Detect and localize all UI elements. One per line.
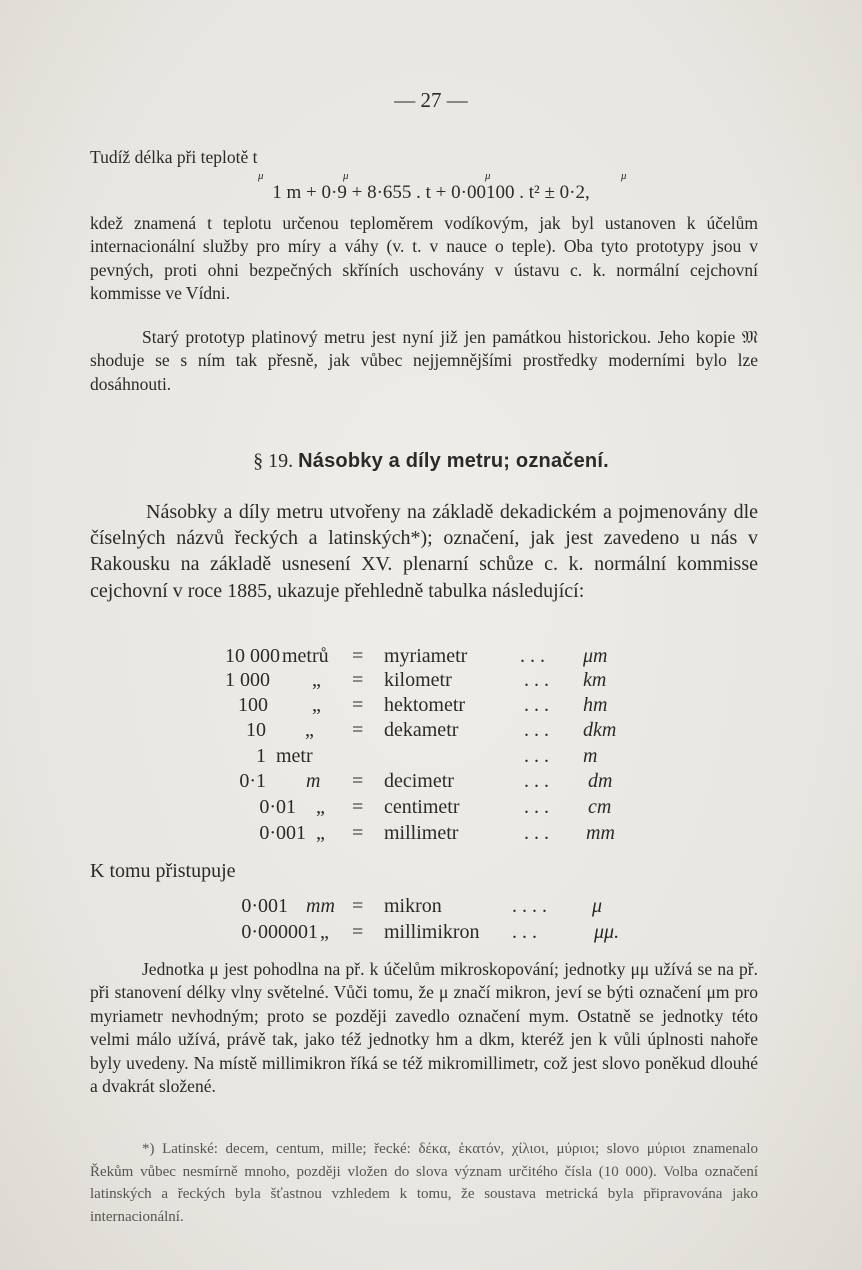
equation-mu-1: μ	[258, 170, 264, 182]
paragraph-2: Starý prototyp platinový metru jest nyní již jen památkou historickou. Jeho kopie 𝔐 shoduje se s ním tak přesně, jak vůbec nejjemnějšími prostředky moderními bylo lze dosáhnouti.	[90, 327, 758, 394]
row-dots: . . . .	[512, 895, 547, 917]
row-unit: „	[312, 669, 321, 691]
row-equals: =	[352, 669, 364, 691]
row-equals: =	[352, 719, 364, 741]
row-dots: . . .	[524, 796, 549, 818]
row-abbr: mm	[586, 822, 615, 844]
row-abbr: dkm	[583, 719, 617, 741]
equation-mu-2: μ	[343, 170, 349, 182]
row-name: millimetr	[384, 822, 459, 844]
row-equals: =	[352, 770, 364, 792]
row-equals: =	[352, 645, 364, 667]
row-abbr: m	[583, 745, 598, 767]
equation: 1 m + 0·9 + 8·655 . t + 0·00100 . t² ± 0·2,	[272, 182, 590, 203]
row-name: hektometr	[384, 694, 466, 716]
row-dots: . . .	[520, 645, 545, 667]
k-tomu-line: K tomu přistupuje	[90, 860, 236, 882]
row-abbr: μm	[583, 645, 608, 667]
row-value: 10 000	[225, 645, 280, 667]
equation-mu-4: μ	[621, 170, 627, 182]
row-unit: mm	[306, 895, 335, 917]
row-equals: =	[352, 895, 364, 917]
section-heading	[0, 450, 862, 473]
paragraph-1: kdež znamená t teplotu určenou teploměrem vodíkovým, jak byl ustanoven k účelům internacionální služby pro míry a váhy (v. t. v nauce o teple). Oba tyto prototypy jsou v pevných, proti ohni bezpečných skříních uschovány v ústavu c. k. normální cejchovní kommisse ve Vídni.	[90, 213, 758, 304]
row-abbr: cm	[588, 796, 612, 818]
row-dots: . . .	[524, 669, 549, 691]
row-dots: . . .	[524, 745, 549, 767]
section-number: § 19.	[253, 450, 294, 472]
row-value: 10	[246, 719, 266, 741]
row-unit: „	[312, 694, 321, 716]
row-equals: =	[352, 796, 364, 818]
row-value: 0·001	[241, 895, 288, 917]
row-abbr: μ	[592, 895, 603, 917]
row-value: 0·001	[259, 822, 306, 844]
row-name: millimikron	[384, 921, 480, 943]
intro-line: Tudíž délka při teplotě t	[90, 147, 258, 167]
row-unit: metrů	[282, 645, 329, 667]
row-name: kilometr	[384, 669, 452, 691]
row-unit: „	[316, 822, 325, 844]
row-abbr: μμ.	[594, 921, 620, 943]
row-dots: . . .	[524, 694, 549, 716]
row-equals: =	[352, 921, 364, 943]
row-dots: . . .	[524, 719, 549, 741]
row-name: mikron	[384, 895, 442, 917]
row-value: 0·01	[259, 796, 296, 818]
row-dots: . . .	[524, 822, 549, 844]
row-abbr: dm	[588, 770, 613, 792]
row-value: 1 000	[225, 669, 270, 691]
row-name: dekametr	[384, 719, 459, 741]
footnote: *) Latinské: decem, centum, mille; řecké: δέκα, ἑκατόν, χίλιοι, μύριοι; slovo μύριοι znamenalo Řekům vůbec nesmírně mnoho, později vložen do slova význam určitého čísla (10 000). Volba označení latinských a řeckých byla šťastnou vzhledem k tomu, že soustava metrická byla připravována jako internacionální.	[90, 1141, 758, 1225]
row-unit: metr	[276, 745, 313, 767]
row-value: 100	[238, 694, 268, 716]
row-unit: „	[320, 921, 329, 943]
row-name: decimetr	[384, 770, 454, 792]
row-equals: =	[352, 822, 364, 844]
row-name: myriametr	[384, 645, 468, 667]
section-title: Násobky a díly metru; označení.	[298, 450, 609, 472]
row-unit: m	[306, 770, 321, 792]
row-value: 0·1	[239, 770, 266, 792]
row-dots: . . .	[524, 770, 549, 792]
row-value: 1	[256, 745, 266, 767]
row-equals: =	[352, 694, 364, 716]
row-name: centimetr	[384, 796, 460, 818]
equation-mu-3: μ	[485, 170, 491, 182]
row-unit: „	[316, 796, 325, 818]
row-dots: . . .	[512, 921, 537, 943]
page-number: — 27 —	[394, 88, 468, 112]
paragraph-3: Násobky a díly metru utvořeny na základě dekadickém a pojmenovány dle číselných názvů řeckých a latinských*); označení, jak jest zavedeno u nás v Rakousku na základě usnesení XV. plenarní schůze c. k. normální kommisse cejchovní v roce 1885, ukazuje přehledně tabulka následující:	[90, 501, 758, 602]
paragraph-4: Jednotka μ jest pohodlna na př. k účelům mikroskopování; jednotky μμ užívá se na př. při stanovení délky vlny světelné. Vůči tomu, že μ značí mikron, jeví se býti označení μm pro myriametr nevhodným; proto se později zavedlo označení mym. Ostatně se jednotky této velmi málo užívá, právě tak, jako též jednotky hm a dkm, kteréž jen k vůli úplnosti nahoře byly uvedeny. Na místě millimikron říká se též mikromillimetr, což jest slovo poněkud dlouhé a dvakrát složené.	[90, 959, 758, 1097]
row-abbr: hm	[583, 694, 608, 716]
row-unit: „	[305, 719, 314, 741]
row-value: 0·000001	[241, 921, 318, 943]
row-abbr: km	[583, 669, 607, 691]
